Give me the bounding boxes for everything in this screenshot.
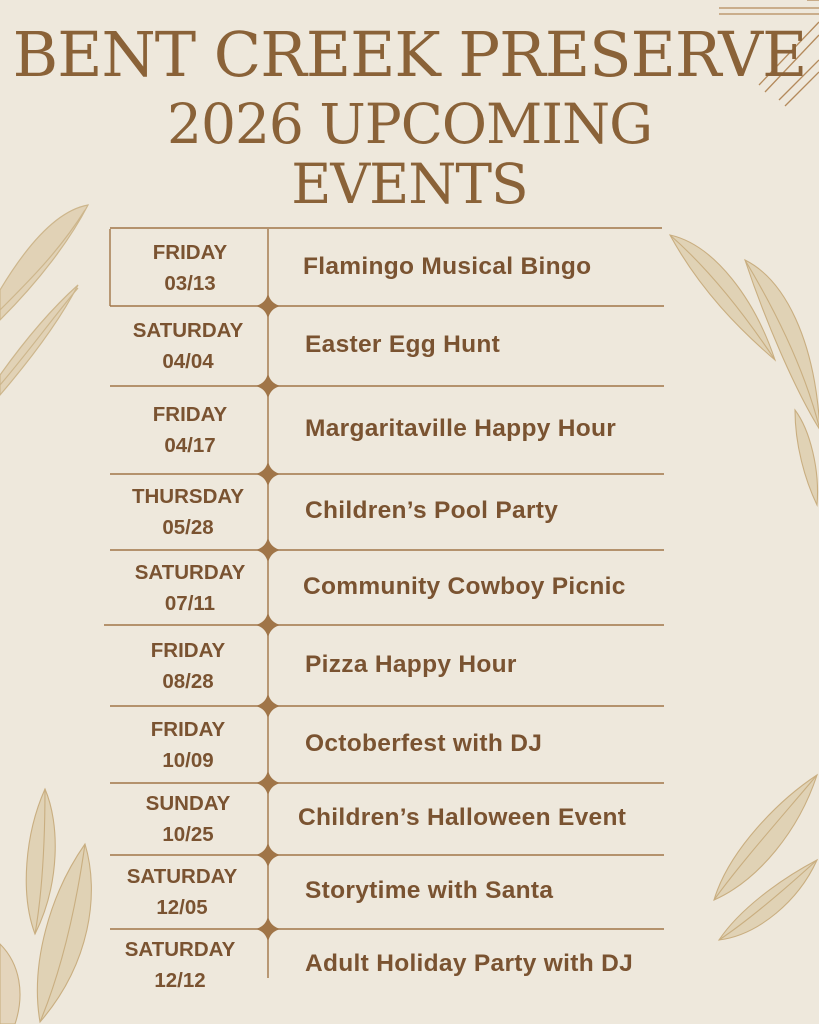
event-date <box>108 481 268 543</box>
event-name: Octoberfest with DJ <box>305 729 543 757</box>
event-day: SUNDAY <box>145 792 231 815</box>
event-name: Margaritaville Happy Hour <box>305 415 617 442</box>
event-date-value: 05/28 <box>162 516 214 539</box>
title-line-3: EVENTS <box>291 152 528 216</box>
event-day: FRIDAY <box>150 638 226 662</box>
event-name: Flamingo Musical Bingo <box>303 252 592 280</box>
title-line-2: 2026 UPCOMING <box>166 92 653 156</box>
event-day: SATURDAY <box>134 560 246 584</box>
event-date-value: 08/28 <box>162 669 214 693</box>
event-date <box>100 934 260 996</box>
event-day: SATURDAY <box>124 937 236 961</box>
event-name: Storytime with Santa <box>305 877 554 904</box>
event-name: Adult Holiday Party with DJ <box>305 949 633 977</box>
event-date-value: 04/04 <box>162 350 214 373</box>
event-date-value: 03/13 <box>164 271 216 295</box>
event-date-value: 12/05 <box>156 896 208 919</box>
event-day: SATURDAY <box>126 865 238 888</box>
event-name: Pizza Happy Hour <box>305 650 517 678</box>
event-day: FRIDAY <box>150 717 226 741</box>
event-date <box>108 788 268 850</box>
event-name: Community Cowboy Picnic <box>303 572 626 600</box>
event-date <box>110 237 270 299</box>
event-name: Easter Egg Hunt <box>305 331 501 358</box>
event-date-value: 10/25 <box>162 823 214 846</box>
event-date <box>110 399 270 461</box>
event-date <box>102 861 262 923</box>
event-day: FRIDAY <box>152 403 228 426</box>
event-day: THURSDAY <box>131 485 244 508</box>
event-name: Children’s Halloween Event <box>298 804 627 831</box>
event-day: SATURDAY <box>132 319 244 342</box>
title-line-1: BENT CREEK PRESERVE <box>12 18 807 91</box>
event-name: Children’s Pool Party <box>305 497 559 524</box>
event-date-value: 04/17 <box>164 434 216 457</box>
event-date-value: 07/11 <box>164 591 216 615</box>
event-date <box>108 315 268 377</box>
event-date <box>110 557 270 619</box>
event-date <box>108 635 268 697</box>
event-date <box>108 714 268 776</box>
event-date-value: 12/12 <box>154 968 206 992</box>
event-day: FRIDAY <box>152 240 228 264</box>
event-date-value: 10/09 <box>162 748 214 772</box>
